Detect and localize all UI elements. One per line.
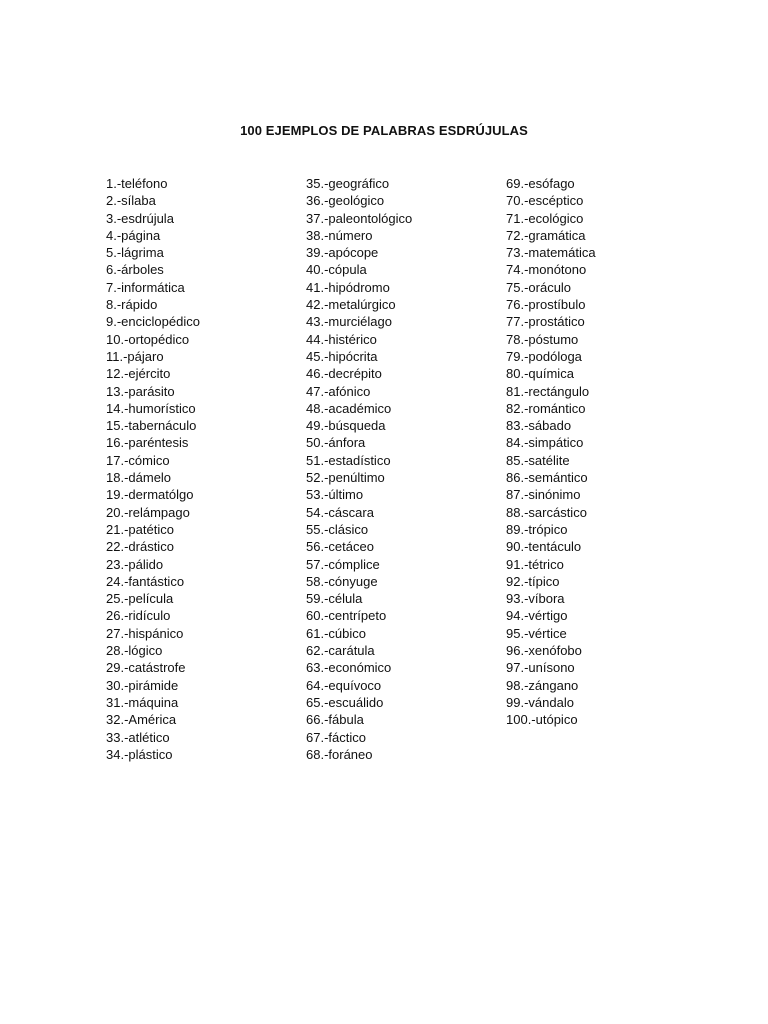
list-item: 86.-semántico bbox=[506, 470, 588, 486]
list-item: 32.-América bbox=[106, 712, 177, 728]
list-item: 65.-escuálido bbox=[306, 694, 384, 710]
list-item: 62.-carátula bbox=[306, 643, 375, 659]
list-item: 20.-relámpago bbox=[106, 504, 190, 520]
list-item: 67.-fáctico bbox=[306, 729, 366, 745]
list-item: 39.-apócope bbox=[306, 245, 379, 261]
list-item: 53.-último bbox=[306, 487, 364, 503]
list-item: 85.-satélite bbox=[506, 452, 570, 468]
list-item: 33.-atlético bbox=[106, 729, 170, 745]
list-item: 94.-vértigo bbox=[506, 608, 568, 624]
list-item: 4.-página bbox=[106, 227, 161, 243]
list-item: 81.-rectángulo bbox=[506, 383, 590, 399]
list-item: 61.-cúbico bbox=[306, 625, 366, 641]
list-item: 12.-ejército bbox=[106, 366, 171, 382]
list-item: 89.-trópico bbox=[506, 521, 568, 537]
list-item: 100.-utópico bbox=[506, 712, 578, 728]
list-item: 21.-patético bbox=[106, 521, 174, 537]
list-item: 9.-enciclopédico bbox=[106, 314, 200, 330]
list-item: 91.-tétrico bbox=[506, 556, 564, 572]
word-column-1 bbox=[106, 175, 200, 763]
list-item: 40.-cópula bbox=[306, 262, 367, 278]
list-item: 50.-ánfora bbox=[306, 435, 366, 451]
list-item: 60.-centrípeto bbox=[306, 608, 387, 624]
list-item: 74.-monótono bbox=[506, 262, 587, 278]
list-item: 97.-unísono bbox=[506, 660, 575, 676]
list-item: 83.-sábado bbox=[506, 418, 572, 434]
list-item: 93.-víbora bbox=[506, 591, 565, 607]
list-item: 3.-esdrújula bbox=[106, 210, 174, 226]
list-item: 96.-xenófobo bbox=[506, 643, 582, 659]
list-item: 46.-decrépito bbox=[306, 366, 382, 382]
list-item: 64.-equívoco bbox=[306, 677, 382, 693]
list-item: 2.-sílaba bbox=[106, 193, 156, 209]
list-item: 5.-lágrima bbox=[106, 245, 164, 261]
list-item: 52.-penúltimo bbox=[306, 470, 385, 486]
list-item: 63.-económico bbox=[306, 660, 392, 676]
list-item: 88.-sarcástico bbox=[506, 504, 587, 520]
list-item: 17.-cómico bbox=[106, 452, 170, 468]
list-item: 98.-zángano bbox=[506, 677, 579, 693]
list-item: 56.-cetáceo bbox=[306, 539, 374, 555]
list-item: 23.-pálido bbox=[106, 556, 164, 572]
list-item: 44.-histérico bbox=[306, 331, 377, 347]
list-item: 66.-fábula bbox=[306, 712, 364, 728]
list-item: 26.-ridículo bbox=[106, 608, 171, 624]
list-item: 24.-fantástico bbox=[106, 573, 185, 589]
list-item: 57.-cómplice bbox=[306, 556, 380, 572]
list-item: 18.-dámelo bbox=[106, 470, 172, 486]
list-item: 1.-teléfono bbox=[106, 176, 168, 191]
list-item: 84.-simpático bbox=[506, 435, 584, 451]
list-item: 59.-célula bbox=[306, 591, 363, 607]
list-item: 72.-gramática bbox=[506, 227, 586, 243]
list-item: 16.-paréntesis bbox=[106, 435, 189, 451]
list-item: 43.-murciélago bbox=[306, 314, 392, 330]
list-item: 22.-drástico bbox=[106, 539, 174, 555]
list-item: 51.-estadístico bbox=[306, 452, 391, 468]
list-item: 48.-académico bbox=[306, 400, 392, 416]
list-item: 92.-típico bbox=[506, 573, 560, 589]
list-item: 79.-podóloga bbox=[506, 348, 582, 364]
word-column-3 bbox=[506, 175, 596, 729]
list-item: 34.-plástico bbox=[106, 746, 173, 762]
document-title: 100 EJEMPLOS DE PALABRAS ESDRÚJULAS bbox=[240, 123, 528, 138]
list-item: 95.-vértice bbox=[506, 625, 567, 641]
list-item: 78.-póstumo bbox=[506, 331, 579, 347]
list-item: 41.-hipódromo bbox=[306, 279, 390, 295]
list-item: 10.-ortopédico bbox=[106, 331, 190, 347]
list-item: 82.-romántico bbox=[506, 400, 586, 416]
list-item: 71.-ecológico bbox=[506, 210, 584, 226]
list-item: 69.-esófago bbox=[506, 176, 575, 191]
list-item: 38.-número bbox=[306, 227, 373, 243]
list-item: 77.-prostático bbox=[506, 314, 585, 330]
list-item: 45.-hipócrita bbox=[306, 348, 378, 364]
list-item: 27.-hispánico bbox=[106, 625, 184, 641]
list-item: 30.-pirámide bbox=[106, 677, 179, 693]
list-item: 42.-metalúrgico bbox=[306, 297, 396, 313]
list-item: 68.-foráneo bbox=[306, 746, 373, 762]
list-item: 13.-parásito bbox=[106, 383, 175, 399]
list-item: 90.-tentáculo bbox=[506, 539, 582, 555]
list-item: 6.-árboles bbox=[106, 262, 164, 278]
list-item: 14.-humorístico bbox=[106, 400, 196, 416]
list-item: 58.-cónyuge bbox=[306, 573, 378, 589]
list-item: 80.-química bbox=[506, 366, 574, 382]
list-item: 19.-dermatólgo bbox=[106, 487, 194, 503]
list-item: 49.-búsqueda bbox=[306, 418, 386, 434]
list-item: 76.-prostíbulo bbox=[506, 297, 586, 313]
list-item: 7.-informática bbox=[106, 279, 185, 295]
list-item: 87.-sinónimo bbox=[506, 487, 581, 503]
list-item: 25.-película bbox=[106, 591, 174, 607]
list-item: 47.-afónico bbox=[306, 383, 371, 399]
list-item: 28.-lógico bbox=[106, 643, 163, 659]
list-item: 70.-escéptico bbox=[506, 193, 584, 209]
list-item: 15.-tabernáculo bbox=[106, 418, 197, 434]
list-item: 37.-paleontológico bbox=[306, 210, 413, 226]
list-item: 55.-clásico bbox=[306, 521, 369, 537]
list-item: 11.-pájaro bbox=[106, 348, 164, 364]
list-item: 31.-máquina bbox=[106, 694, 179, 710]
list-item: 99.-vándalo bbox=[506, 694, 574, 710]
list-item: 29.-catástrofe bbox=[106, 660, 186, 676]
word-column-2 bbox=[306, 175, 412, 763]
list-item: 75.-oráculo bbox=[506, 279, 572, 295]
list-item: 73.-matemática bbox=[506, 245, 596, 261]
list-item: 8.-rápido bbox=[106, 297, 158, 313]
list-item: 54.-cáscara bbox=[306, 504, 374, 520]
list-item: 35.-geográfico bbox=[306, 176, 390, 191]
list-item: 36.-geológico bbox=[306, 193, 385, 209]
